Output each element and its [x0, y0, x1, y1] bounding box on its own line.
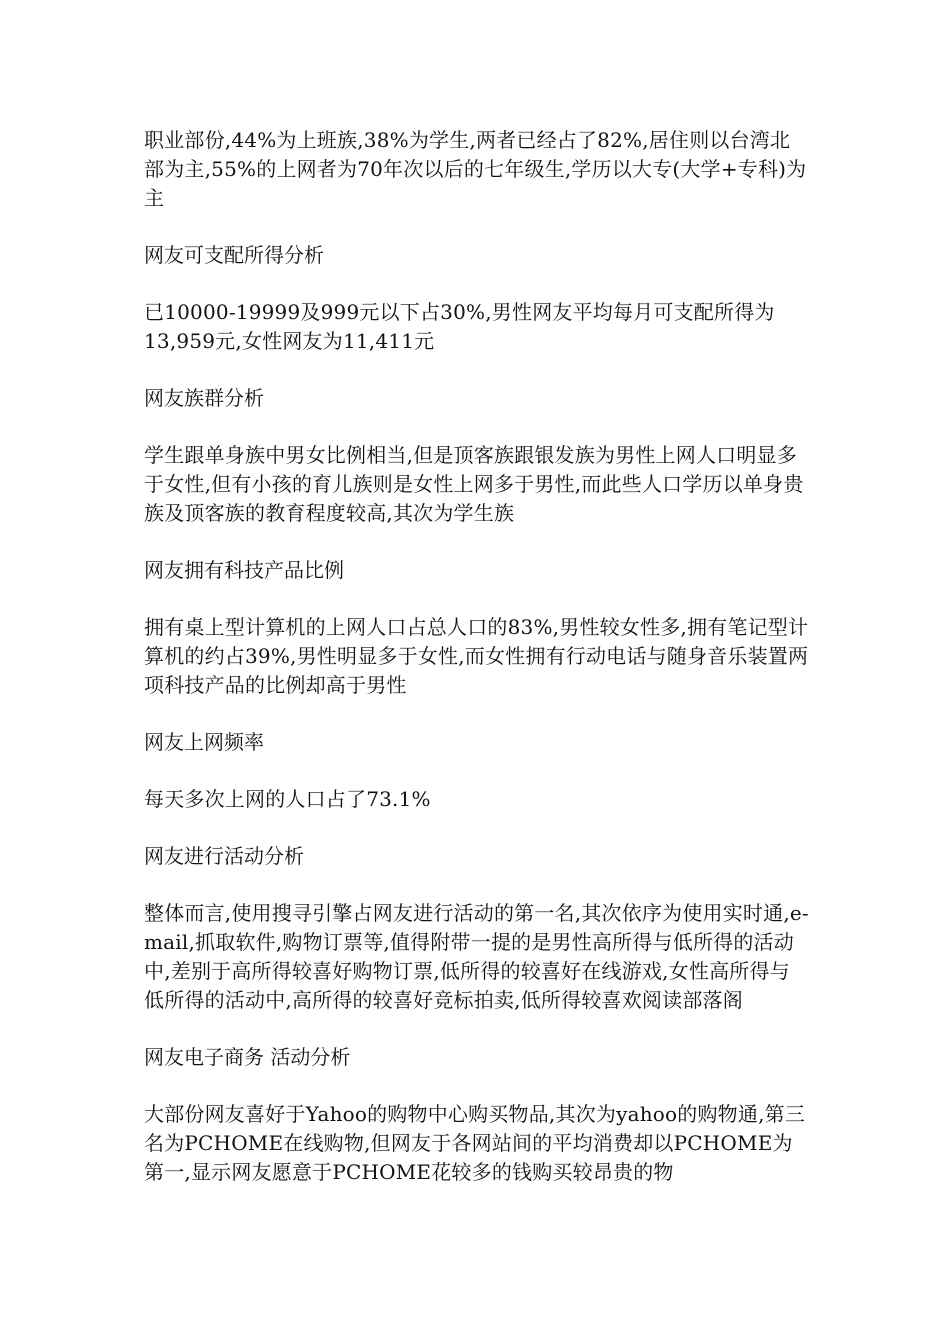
- paragraph-ecommerce: 大部份网友喜好于Yahoo的购物中心购买物品,其次为yahoo的购物通,第三名为PCHOME在线购物,但网友于各网站间的平均消费却以PCHOME为第一,显示网友愿意于PCHOME花较多的钱购买较昂贵的物: [144, 1102, 806, 1184]
- heading-ecommerce: 网友电子商务 活动分析: [144, 1045, 351, 1069]
- heading-tech-products: 网友拥有科技产品比例: [144, 558, 344, 582]
- heading-user-groups: 网友族群分析: [144, 386, 264, 410]
- paragraph-activities: 整体而言,使用搜寻引擎占网友进行活动的第一名,其次依序为使用实时通,e-mail,抓取软件,购物订票等,值得附带一提的是男性高所得与低所得的活动中,差别于高所得较喜好购物订票,低所得的较喜好在线游戏,女性高所得与低所得的活动中,高所得的较喜好竞标拍卖,低所得较喜欢阅读部落阁: [144, 901, 809, 1012]
- paragraph-tech-products: 拥有桌上型计算机的上网人口占总人口的83%,男性较女性多,拥有笔记型计算机的约占39%,男性明显多于女性,而女性拥有行动电话与随身音乐装置两项科技产品的比例却高于男性: [144, 615, 809, 697]
- paragraph-user-groups: 学生跟单身族中男女比例相当,但是顶客族跟银发族为男性上网人口明显多于女性,但有小孩的育儿族则是女性上网多于男性,而此些人口学历以单身贵族及顶客族的教育程度较高,其次为学生族: [144, 443, 804, 525]
- paragraph-online-frequency: 每天多次上网的人口占了73.1%: [144, 787, 431, 811]
- document-body: [144, 126, 809, 1187]
- paragraph-disposable-income: 已10000-19999及999元以下占30%,男性网友平均每月可支配所得为13,959元,女性网友为11,411元: [144, 300, 775, 353]
- heading-disposable-income: 网友可支配所得分析: [144, 243, 324, 267]
- paragraph-occupation: 职业部份,44%为上班族,38%为学生,两者已经占了82%,居住则以台湾北部为主,55%的上网者为70年次以后的七年级生,学历以大专(大学+专科)为主: [144, 128, 807, 210]
- heading-activities: 网友进行活动分析: [144, 844, 304, 868]
- heading-online-frequency: 网友上网频率: [144, 730, 264, 754]
